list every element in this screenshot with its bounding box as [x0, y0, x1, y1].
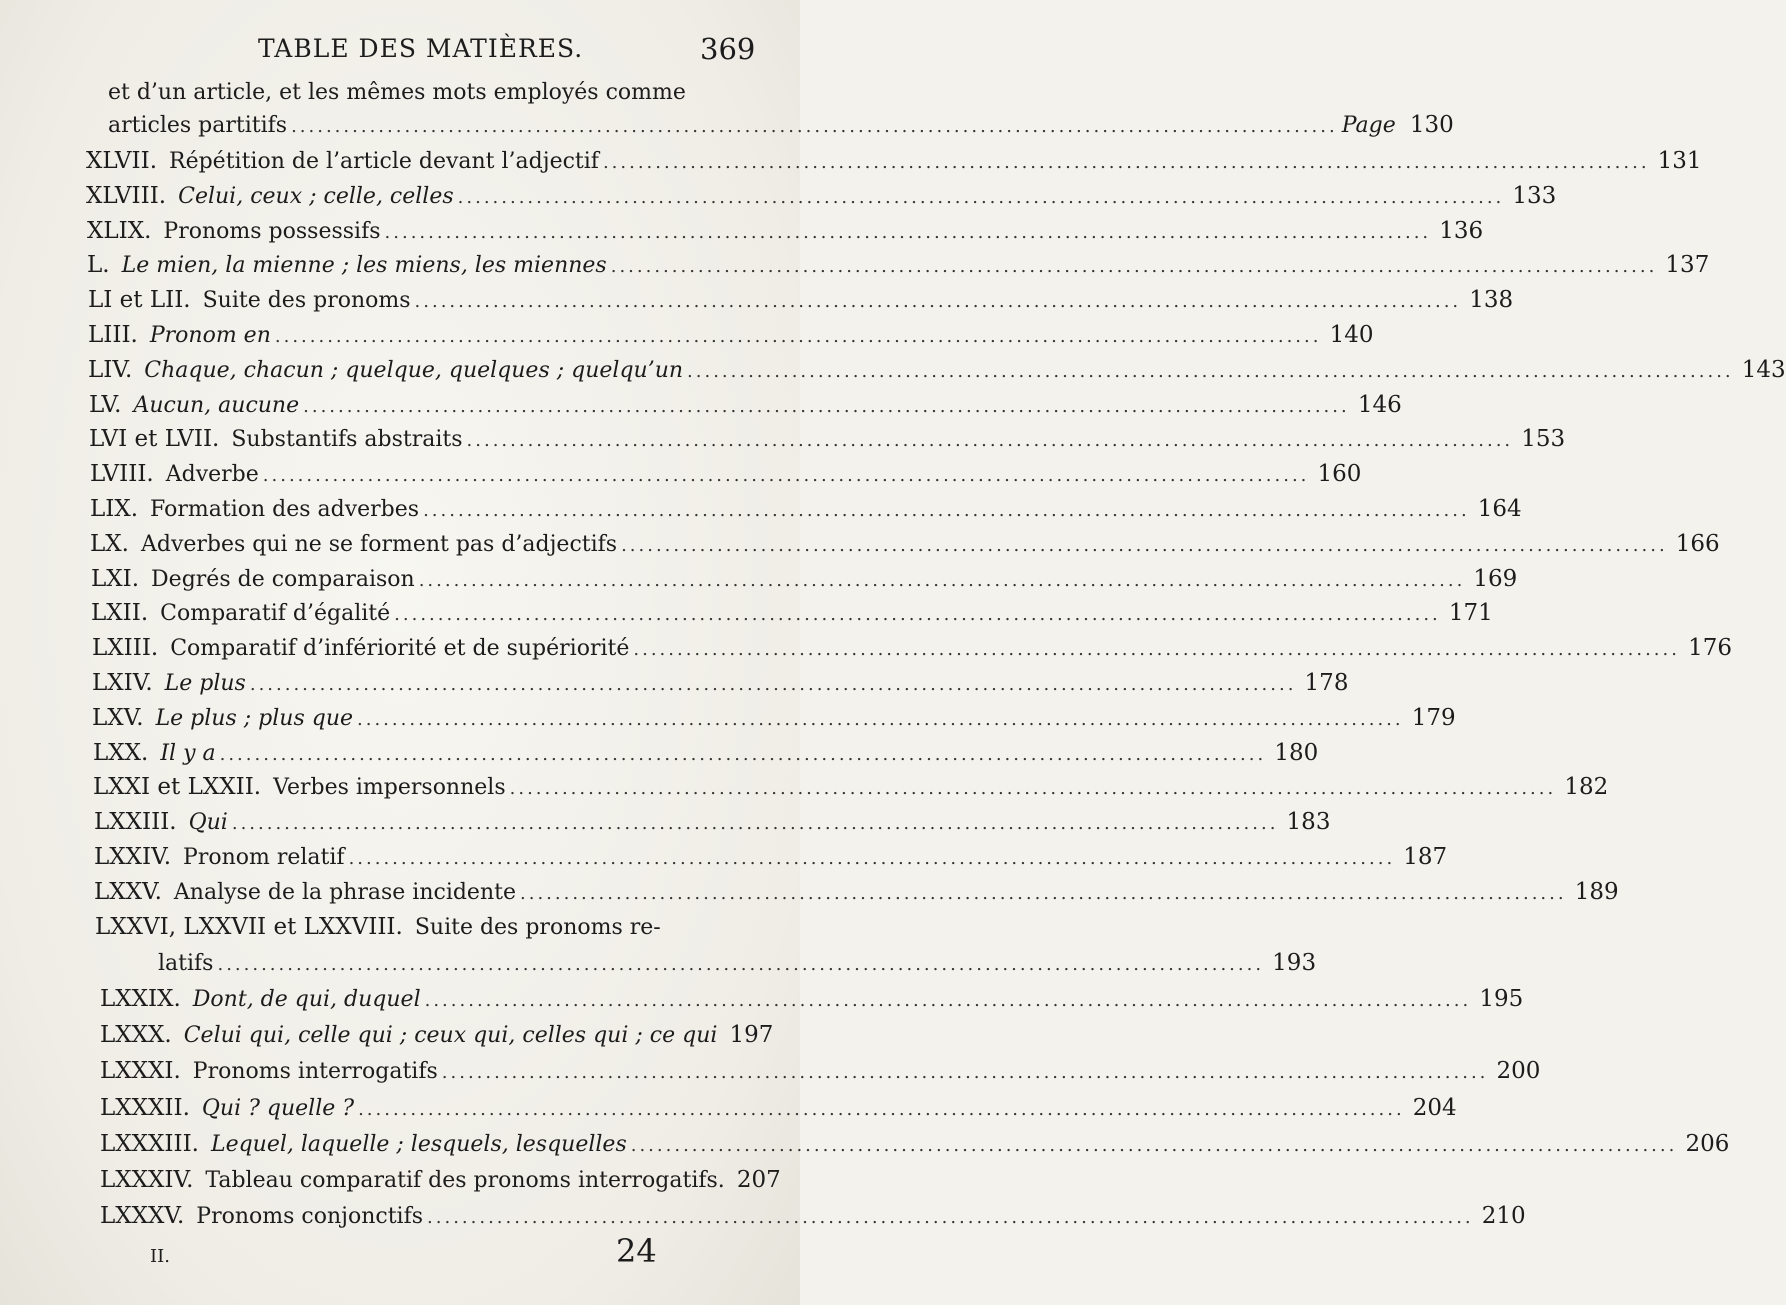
dot-leader: ........................................................................................................................ — [602, 152, 1650, 173]
toc-entry — [93, 739, 1319, 776]
dot-leader: ........................................................................................................................ — [394, 604, 1441, 626]
toc-entry — [86, 182, 1557, 219]
entry-title: Formation des adverbes — [150, 497, 420, 522]
entry-number: LVI et LVII. — [89, 426, 220, 453]
entry-page: 176 — [1688, 635, 1732, 662]
entry-page: 137 — [1665, 252, 1710, 279]
entry-page: 131 — [1657, 148, 1702, 174]
entry-page: 189 — [1574, 878, 1619, 905]
entry-title: Comparatif d’égalité — [160, 601, 391, 627]
entry-page: 169 — [1473, 565, 1518, 592]
entry-number: LXXV. — [94, 878, 162, 905]
entry-number: LV. — [89, 391, 122, 418]
entry-page: 171 — [1448, 600, 1493, 627]
dot-leader: ........................................................................................................................ — [427, 1207, 1474, 1229]
dot-leader: ........................................................................................................................ — [262, 465, 1310, 487]
entry-title: Qui — [188, 810, 228, 836]
entry-page: 197 — [729, 1022, 774, 1049]
entry-page: 138 — [1469, 287, 1514, 314]
page-header — [0, 30, 800, 74]
dot-leader: ........................................................................................................................ — [441, 1062, 1489, 1084]
entry-title: Pronom relatif — [183, 845, 345, 870]
entry-number: LXI. — [91, 565, 140, 592]
entry-title: Suite des pronoms — [202, 288, 411, 314]
entry-title: articles partitifs — [108, 113, 288, 138]
entry-page: 193 — [1272, 950, 1317, 976]
entry-title: Pronom en — [149, 323, 271, 348]
entry-number: LXXIV. — [94, 844, 172, 870]
dot-leader: ........................................................................................................................ — [509, 778, 1557, 800]
header-page-number: 369 — [700, 32, 756, 66]
toc-entry — [94, 878, 1619, 915]
toc-entry — [92, 704, 1456, 741]
entry-page: 187 — [1403, 844, 1448, 870]
entry-title: Pronoms interrogatifs — [192, 1059, 438, 1085]
dot-leader: ........................................................................................................................ — [274, 326, 1322, 347]
entry-title: Le mien, la mienne ; les miens, les miennes — [121, 253, 607, 279]
entry-page: 146 — [1357, 391, 1402, 418]
entry-page: 204 — [1412, 1094, 1457, 1121]
entry-number: LXXIII. — [94, 809, 177, 836]
dot-leader: ........................................................................................................................ — [424, 990, 1472, 1011]
toc-entry — [94, 844, 1448, 880]
entry-page: 183 — [1286, 809, 1331, 836]
entry-title: Répétition de l’article devant l’adjectif — [169, 149, 599, 174]
dot-leader: ........................................................................................................................ — [633, 639, 1680, 661]
toc-entry — [89, 391, 1402, 428]
entry-page: 207 — [736, 1167, 781, 1193]
toc-entry — [86, 148, 1702, 184]
entry-title: Verbes impersonnels — [273, 775, 506, 801]
entry-title: Le plus ; plus que — [155, 705, 354, 731]
entry-title-cont: latifs — [158, 951, 214, 976]
entry-title: Suite des pronoms re- — [414, 915, 661, 940]
dot-leader: ........................................................................................................................ — [414, 291, 1462, 313]
entry-page: 153 — [1521, 426, 1566, 453]
entry-number: LXII. — [91, 600, 149, 627]
entry-title: Lequel, laquelle ; lesquels, lesquelles — [210, 1131, 627, 1157]
toc-entry — [100, 1022, 774, 1058]
entry-number: LXXXIV. — [100, 1167, 194, 1193]
toc-entry — [90, 461, 1362, 497]
entry-page: 140 — [1329, 322, 1374, 348]
toc-entry — [91, 600, 1493, 636]
dot-leader: ........................................................................................................................ — [249, 674, 1297, 695]
entry-title: Adverbes qui ne se forment pas d’adjectifs — [140, 531, 618, 557]
toc-entry — [90, 496, 1522, 532]
entry-title: Tableau comparatif des pronoms interrogatifs. — [205, 1168, 725, 1193]
entry-title: Aucun, aucune — [133, 392, 300, 418]
entry-title: Chaque, chacun ; quelque, quelques ; quelqu’un — [144, 357, 684, 383]
entry-title: Comparatif d’infériorité et de supériorité — [170, 636, 630, 662]
entry-number: LX. — [90, 530, 129, 557]
entry-number: LXIII. — [92, 635, 159, 662]
dot-leader: ........................................................................................................................ — [357, 708, 1404, 730]
running-title: TABLE DES MATIÈRES. — [258, 34, 584, 63]
toc-entry — [87, 217, 1484, 254]
folio-number: 24 — [616, 1232, 657, 1270]
entry-page: 206 — [1685, 1130, 1730, 1157]
entry-title: Dont, de qui, duquel — [192, 987, 421, 1012]
entry-page: 166 — [1675, 530, 1720, 557]
entry-title: Adverbe — [165, 462, 259, 488]
entry-title: Degrés de comparaison — [151, 566, 415, 592]
page-footer — [0, 1232, 800, 1282]
entry-title: Analyse de la phrase incidente — [173, 879, 516, 905]
entry-number: LXXVI, LXXVII et LXXVIII. — [95, 914, 403, 940]
entry-page: 133 — [1512, 182, 1557, 209]
entry-page: 180 — [1274, 739, 1319, 766]
dot-leader: ........................................................................................................................ — [610, 256, 1658, 278]
dot-leader: ........................................................................................................................ — [621, 534, 1668, 556]
dot-leader: ........................................................................................................................ — [217, 954, 1265, 975]
entry-page: 143 — [1741, 356, 1786, 383]
entry-page: 200 — [1496, 1058, 1541, 1085]
dot-leader: ........................................................................................................................ — [384, 221, 1432, 243]
toc-entry — [87, 252, 1710, 288]
toc-entry — [94, 809, 1331, 845]
entry-title: Pronoms conjonctifs — [196, 1204, 424, 1230]
entry-number: XLIX. — [87, 217, 152, 244]
entry-number: XLVIII. — [86, 182, 167, 209]
entry-number: LXXXII. — [100, 1094, 190, 1121]
entry-title: Le plus — [164, 671, 246, 696]
toc-entry — [89, 426, 1566, 462]
toc-entry — [93, 774, 1609, 810]
entry-page: 195 — [1479, 986, 1524, 1012]
toc-entry — [91, 565, 1518, 602]
entry-page: 179 — [1411, 704, 1456, 731]
entry-page: 160 — [1317, 461, 1362, 488]
toc-entry-multiline-cont — [158, 950, 1317, 986]
entry-title: Substantifs abstraits — [231, 427, 463, 453]
dot-leader: ........................................................................................................................ — [457, 186, 1505, 208]
toc-entry — [92, 635, 1732, 671]
dot-leader: ........................................................................................................................ — [291, 116, 1338, 137]
dot-leader: ........................................................................................................................ — [348, 848, 1396, 869]
entry-number: LI et LII. — [88, 287, 191, 314]
entry-number: LXXX. — [100, 1022, 172, 1049]
dot-leader: ........................................................................................................................ — [303, 395, 1350, 417]
entry-number: LVIII. — [90, 461, 154, 488]
entry-number: LXXXI. — [100, 1058, 181, 1085]
entry-page: 164 — [1477, 496, 1522, 522]
entry-number: LIX. — [90, 496, 139, 522]
toc-entry — [100, 986, 1524, 1022]
entry-title: Celui, ceux ; celle, celles — [178, 183, 454, 209]
entry-page: 136 — [1439, 217, 1484, 244]
entry-title: Pronoms possessifs — [163, 218, 381, 244]
entry-title: Qui ? quelle ? — [201, 1095, 355, 1121]
toc-entry — [100, 1167, 781, 1203]
dot-leader: ........................................................................................................................ — [423, 500, 1470, 521]
entry-page: 178 — [1304, 670, 1349, 696]
dot-leader: ........................................................................................................................ — [687, 360, 1734, 382]
dot-leader: ........................................................................................................................ — [231, 813, 1279, 835]
entry-number: LXV. — [92, 704, 144, 731]
entry-number: LIV. — [88, 356, 133, 383]
entry-number: LXXXIII. — [100, 1130, 199, 1157]
continuation-entry — [108, 112, 1454, 148]
dot-leader: ........................................................................................................................ — [418, 569, 1466, 591]
entry-number: LXXI et LXXII. — [93, 774, 262, 801]
entry-title: Celui qui, celle qui ; ceux qui, celles qui ; ce qui — [183, 1023, 718, 1049]
dot-leader: ........................................................................................................................ — [520, 882, 1567, 904]
toc-entry — [100, 1058, 1541, 1094]
entry-number: LXXXV. — [100, 1203, 185, 1230]
entry-page: 182 — [1564, 774, 1609, 801]
toc-entry — [88, 287, 1514, 323]
dot-leader: ........................................................................................................................ — [466, 430, 1514, 452]
dot-leader: ........................................................................................................................ — [358, 1098, 1405, 1120]
entry-page: 210 — [1481, 1203, 1526, 1230]
toc-entry — [88, 356, 1786, 393]
entry-title: Il y a — [160, 740, 216, 766]
signature-mark: II. — [150, 1246, 170, 1267]
toc-entry — [100, 1130, 1730, 1167]
toc-entry — [90, 530, 1720, 567]
dot-leader: ........................................................................................................................ — [219, 743, 1267, 765]
toc-entry — [92, 670, 1349, 706]
page-label: Page — [1341, 113, 1396, 138]
entry-number: LXIV. — [92, 670, 153, 696]
entry-page: 130 — [1409, 112, 1454, 138]
entry-number: L. — [87, 252, 110, 279]
toc-entry — [88, 322, 1374, 358]
entry-number: LXX. — [93, 739, 149, 766]
entry-number: LIII. — [88, 322, 138, 348]
dot-leader: ........................................................................................................................ — [630, 1134, 1678, 1156]
continuation-line: et d’un article, et les mêmes mots employés comme — [108, 80, 686, 105]
entry-number: LXXIX. — [100, 986, 181, 1012]
toc-entry — [100, 1094, 1457, 1131]
entry-number: XLVII. — [86, 148, 158, 174]
toc-entry-multiline — [95, 914, 748, 950]
